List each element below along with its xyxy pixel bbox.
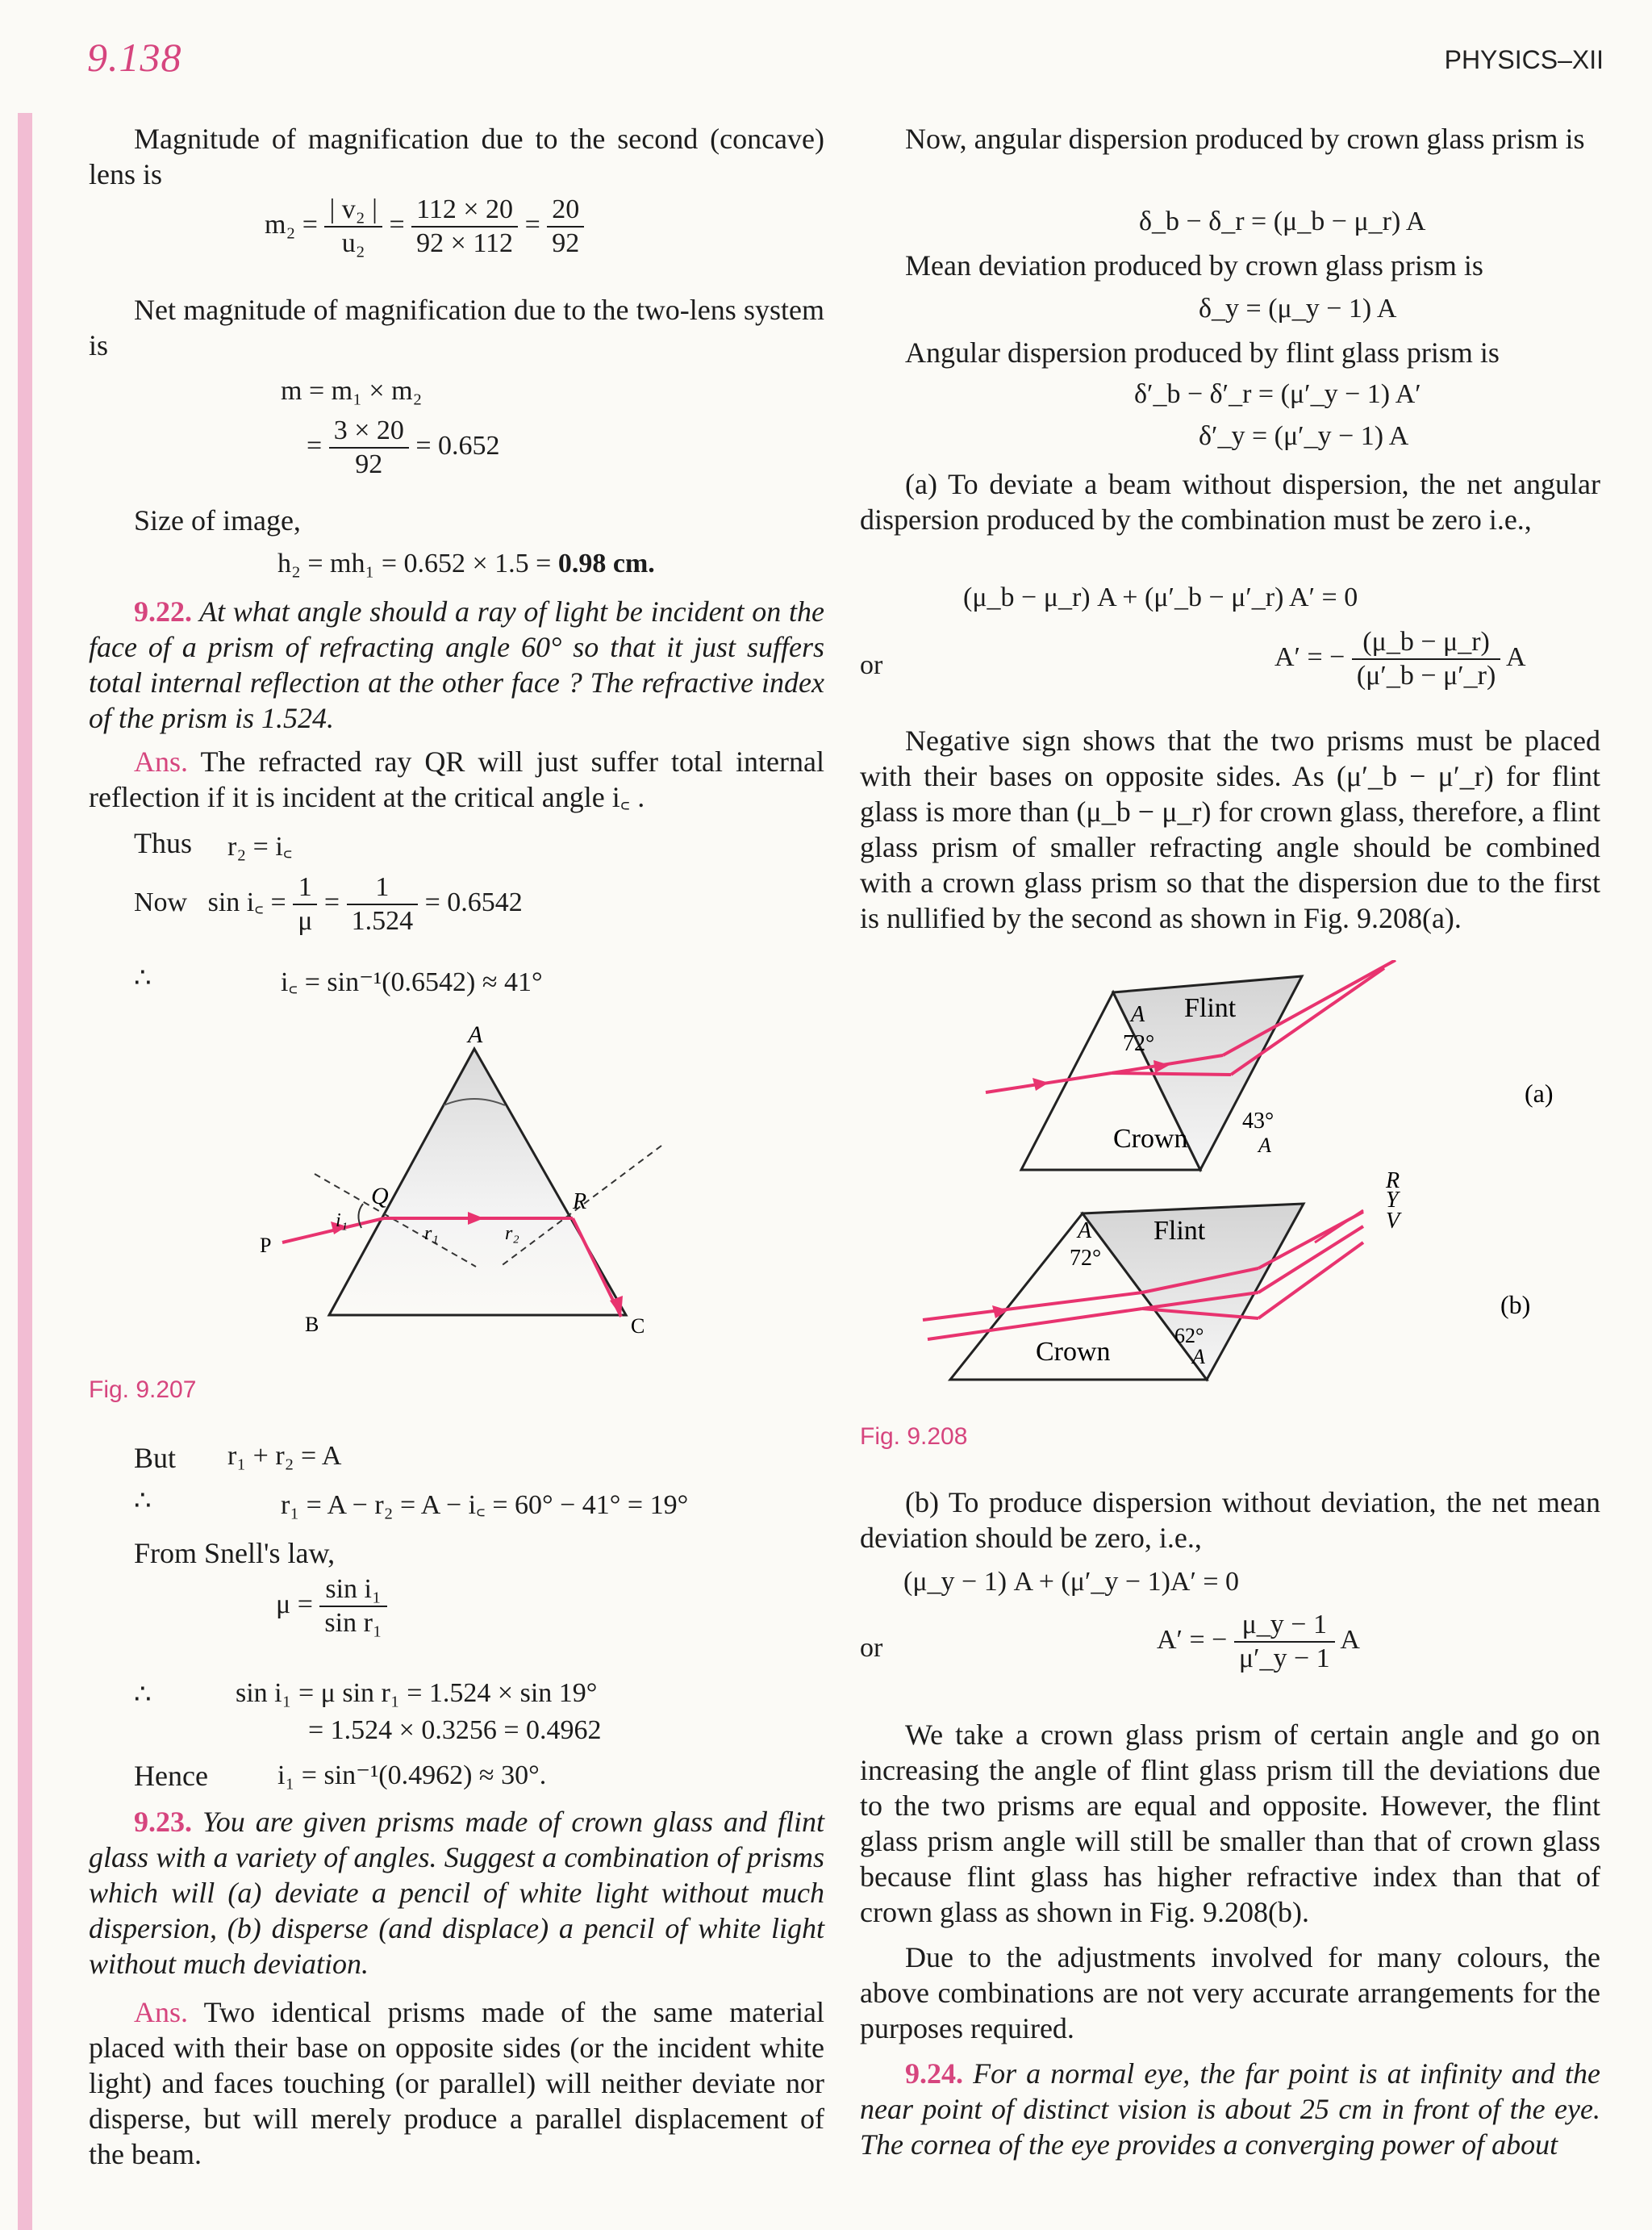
label-C: C: [631, 1314, 645, 1338]
label-crown-b: Crown: [1036, 1337, 1111, 1367]
answer-text: The refracted ray QR will just suffer total internal reflection if it is incident at the critical angle i꜀ .: [89, 745, 824, 813]
label-P: P: [260, 1234, 272, 1257]
question-text: At what angle should a ray of light be incident on the face of a prism of refracting angle 60° so that it just suffers total internal reflection at the other face ? The refractive index of the prism is 1.524.: [89, 595, 824, 734]
label-flint-b: Flint: [1153, 1216, 1206, 1246]
right-column-p1: [860, 121, 1600, 157]
snell-label: From Snell's law,: [134, 1537, 336, 1569]
equation-sini1: sin i₁ = μ sin r₁ = 1.524 × sin 19°: [236, 1678, 598, 1708]
left-column: [89, 121, 824, 192]
right-column-p4: [860, 466, 1600, 537]
therefore-symbol: ∴: [134, 1486, 152, 1516]
label-r1: r₁: [424, 1223, 439, 1244]
figure-caption-9-207: Fig. 9.207: [89, 1376, 197, 1403]
paragraph: We take a crown glass prism of certain angle and go on increasing the angle of flint glass prism till the deviations due to the two prisms are equal and opposite. However, the flint glass prism angle will still be smaller than that of crown glass because flint glass has higher refractive index than that of crown glass as shown in Fig. 9.208(b).: [860, 1718, 1600, 1928]
label-r2: r₂: [505, 1223, 519, 1244]
question-text: You are given prisms made of crown glass and flint glass with a variety of angles. Suggest a combination of prisms which will (a) deviate a pencil of white light without much dispersion, (b) disperse (and displace) a pencil of white light without much deviation.: [89, 1806, 825, 1980]
paragraph: Net magnitude of magnification due to the two-lens system is: [89, 294, 824, 361]
answer-text: Two identical prisms made of the same material placed with their base on opposite sides (or the incident white light) and faces touching (or parallel) will neither deviate nor disperse, but will merely produce a parallel displacement of the beam.: [89, 1996, 824, 2170]
label-A-bottom-a: A: [1258, 1134, 1271, 1157]
right-column-p5: [860, 723, 1600, 936]
figure-9-208-b: [923, 1168, 1530, 1380]
figure-9-208: [912, 960, 1613, 1404]
answer-label: Ans.: [134, 745, 189, 778]
paragraph: Angular dispersion produced by flint glass prism is: [905, 336, 1500, 369]
label-A-bottom-b: A: [1192, 1345, 1205, 1368]
paragraph: Magnitude of magnification due to the second (concave) lens is: [89, 123, 824, 190]
therefore-symbol: ∴: [134, 963, 152, 993]
question-9-22: [89, 594, 824, 815]
label-62-b: 62°: [1174, 1324, 1204, 1347]
label-A-top-a: A: [1131, 1002, 1145, 1027]
hence-label: Hence: [134, 1760, 208, 1792]
equation-dispersion-crown: δ_b − δ_r = (μ_b − μ_r) A: [1139, 207, 1426, 236]
page-number: 9.138: [87, 35, 182, 80]
equation-A-prime: A′ = − $\frac{(\mu\_b - \mu\_r)}{(\mu'\_b - \mu'\_r)}$ A: [1274, 627, 1526, 691]
therefore-symbol: ∴: [134, 1680, 152, 1710]
label-A-top-b: A: [1078, 1218, 1092, 1243]
equation-thus: r₂ = i꜀: [227, 832, 293, 862]
left-column-p2: [89, 292, 824, 363]
equation-zero-dispersion: (μ_b − μ_r) A + (μ′_b − μ′_r) A′ = 0: [963, 583, 1358, 612]
label-crown-a: Crown: [1113, 1124, 1188, 1154]
equation-m2: m₂ = $\frac{\text{| v₂ |}}{\text{u₂}}$ = $\frac{112 \times 20}{92 \times 112}$ = $\frac{20}{92}$: [265, 194, 584, 260]
label-72-b: 72°: [1070, 1246, 1102, 1271]
question-number: 9.24.: [905, 2057, 963, 2090]
paragraph: (a) To deviate a beam without dispersion, the net angular dispersion produced by the combination must be zero i.e.,: [860, 468, 1600, 536]
question-text: For a normal eye, the far point is at infinity and the near point of distinct vision is about 25 cm in front of the eye. The cornea of the eye provides a converging power of about: [860, 2057, 1600, 2161]
equation-mu: μ = $\frac{\text{sin i₁}}{\text{sin r₁}}$: [276, 1573, 387, 1639]
but-label: But: [134, 1442, 177, 1474]
label-R: R: [1386, 1168, 1400, 1193]
equation-r1: r₁ = A − r₂ = A − i꜀ = 60° − 41° = 19°: [281, 1490, 689, 1520]
label-Q: Q: [371, 1183, 389, 1209]
figure-caption-9-208: Fig. 9.208: [860, 1423, 968, 1450]
label-b: (b): [1500, 1290, 1531, 1319]
question-number: 9.22.: [134, 595, 192, 628]
label-a: (a): [1525, 1079, 1554, 1108]
answer-label: Ans.: [134, 1996, 189, 2028]
paragraph: Negative sign shows that the two prisms must be placed with their bases on opposite sides. As (μ′_b − μ′_r) for flint glass is more than (μ_b − μ_r) for crown glass, therefore, a flint glass prism of smaller refracting angle should be combined with a crown glass prism so that the dispersion due to the first is nullified by the second as shown in Fig. 9.208(a).: [860, 725, 1600, 934]
thus-label: Thus: [134, 827, 192, 859]
running-title: PHYSICS–XII: [1444, 45, 1604, 74]
equation-hence: i₁ = sin⁻¹(0.4962) ≈ 30°.: [277, 1760, 547, 1790]
equation-zero-deviation: (μ_y − 1) A + (μ′_y − 1)A′ = 0: [903, 1567, 1240, 1597]
margin-color-bar: [18, 113, 32, 2230]
figure-9-208-a: [986, 960, 1554, 1170]
label-A: A: [468, 1025, 483, 1048]
question-number: 9.23.: [134, 1806, 192, 1838]
label-72-a: 72°: [1123, 1031, 1155, 1056]
label-B: B: [305, 1313, 319, 1336]
label-i1: i₁: [336, 1210, 348, 1231]
label-V: V: [1386, 1209, 1400, 1234]
figure-9-207: [242, 1025, 694, 1347]
paragraph: Due to the adjustments involved for many colours, the above combinations are not very accurate arrangements for the purposes required.: [860, 1941, 1600, 2044]
paragraph: Now, angular dispersion produced by crown glass prism is: [905, 123, 1585, 155]
question-9-23: [89, 1804, 824, 2172]
label-flint-a: Flint: [1184, 993, 1237, 1023]
equation-deviation-flint: δ′_y = (μ′_y − 1) A: [1199, 421, 1409, 451]
equation-but: r₁ + r₂ = A: [227, 1441, 342, 1471]
right-column-p6: [860, 1485, 1600, 1556]
label-R: R: [573, 1189, 587, 1214]
equation-sini1-value: = 1.524 × 0.3256 = 0.4962: [308, 1715, 602, 1745]
right-column-p7: [860, 1717, 1600, 2162]
equation-mean-deviation: δ_y = (μ_y − 1) A: [1199, 294, 1397, 324]
equation-now: Now sin i꜀ = $\frac{1}{\mu}$ = $\frac{1}{1.524}$ = 0.6542: [134, 872, 523, 936]
size-label: Size of image,: [134, 504, 301, 537]
prism-triangle: [329, 1049, 626, 1315]
equation-m-value: = $\frac{3 \times 20}{92}$ = 0.652: [307, 416, 500, 479]
label-43-a: 43°: [1242, 1109, 1274, 1134]
equation-dispersion-flint: δ′_b − δ′_r = (μ′_y − 1) A′: [1134, 379, 1421, 409]
paragraph: Mean deviation produced by crown glass prism is: [905, 249, 1483, 282]
equation-h2: h₂ = mh₁ = 0.652 × 1.5 = 0.98 cm.: [277, 549, 655, 578]
equation-m: m = m₁ × m₂: [281, 376, 423, 406]
or-label: or: [860, 1633, 883, 1663]
equation-A-prime-b: A′ = − $\frac{\mu\_y - 1}{\mu'\_y - 1}$ A: [1157, 1610, 1360, 1673]
paragraph: (b) To produce dispersion without deviation, the net mean deviation should be zero, i.e.,: [860, 1486, 1600, 1554]
label-Y: Y: [1386, 1188, 1399, 1213]
equation-ic: i꜀ = sin⁻¹(0.6542) ≈ 41°: [281, 967, 543, 997]
or-label: or: [860, 650, 883, 680]
